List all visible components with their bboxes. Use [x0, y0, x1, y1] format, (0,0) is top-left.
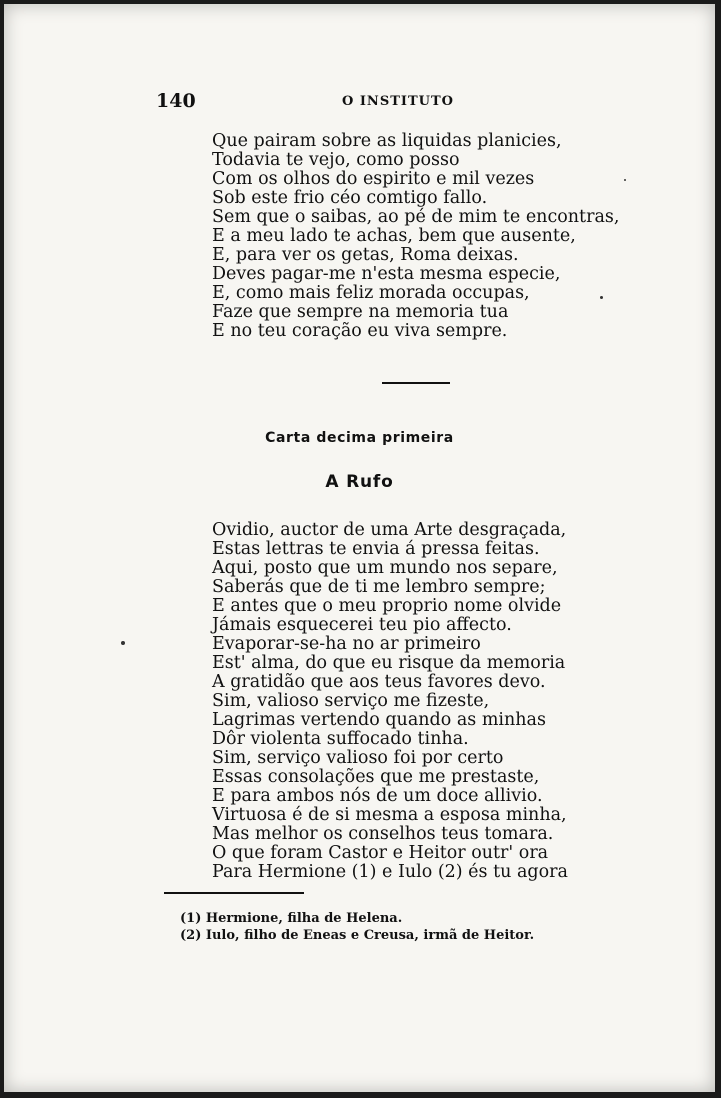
verse-line: O que foram Castor e Heitor outr' ora — [212, 843, 549, 863]
footnotes — [180, 910, 534, 944]
verse-line: Aqui, posto que um mundo nos separe, — [212, 558, 558, 578]
section-divider — [382, 382, 450, 384]
verse-line: E, como mais feliz morada occupas, — [212, 283, 530, 303]
verse-line: Sem que o saibas, ao pé de mim te encontras, — [212, 207, 620, 227]
verse-line: E para ambos nós de um doce allivio. — [212, 786, 543, 806]
running-title: O INSTITUTO — [342, 94, 454, 109]
verse-line: Sob este frio céo comtigo fallo. — [212, 188, 488, 208]
verse-line: E no teu coração eu viva sempre. — [212, 321, 508, 341]
print-speck — [121, 641, 125, 645]
verse-line: Sim, serviço valioso foi por certo — [212, 748, 504, 768]
verse-line: Todavia te vejo, como posso — [212, 150, 460, 170]
section-label: Carta decima primeira — [265, 430, 454, 446]
letter-poem — [212, 521, 568, 882]
verse-line: Jámais esquecerei teu pio affecto. — [212, 615, 512, 635]
verse-line: E, para ver os getas, Roma deixas. — [212, 245, 519, 265]
verse-line: A gratidão que aos teus favores devo. — [212, 672, 546, 692]
verse-line: Estas lettras te envia á pressa feitas. — [212, 539, 540, 559]
verse-line: Mas melhor os conselhos teus tomara. — [212, 824, 554, 844]
footnote-divider — [164, 892, 304, 894]
page-header — [4, 90, 715, 114]
verse-line: Dôr violenta suffocado tinha. — [212, 729, 469, 749]
verse-line: Est' alma, do que eu risque da memoria — [212, 653, 566, 673]
verse-line: Ovidio, auctor de uma Arte desgraçada, — [212, 520, 567, 540]
verse-line: Virtuosa é de si mesma a esposa minha, — [212, 805, 567, 825]
verse-line: Saberás que de ti me lembro sempre; — [212, 577, 546, 597]
verse-line: Essas consolações que me prestaste, — [212, 767, 540, 787]
section-title: A Rufo — [325, 472, 394, 492]
verse-line: Faze que sempre na memoria tua — [212, 302, 509, 322]
verse-line: Evaporar-se-ha no ar primeiro — [212, 634, 481, 654]
verse-line: Que pairam sobre as liquidas planicies, — [212, 131, 562, 151]
verse-line: Lagrimas vertendo quando as minhas — [212, 710, 546, 730]
verse-line: Deves pagar-me n'esta mesma especie, — [212, 264, 561, 284]
book-page — [4, 4, 715, 1092]
print-speck — [624, 179, 626, 181]
print-speck — [600, 296, 603, 299]
poem-continued — [212, 132, 619, 341]
footnote: (2) Iulo, filho de Eneas e Creusa, irmã de Heitor. — [180, 928, 535, 943]
page-number: 140 — [156, 90, 196, 112]
verse-line: E antes que o meu proprio nome olvide — [212, 596, 562, 616]
footnote: (1) Hermione, filha de Helena. — [180, 911, 403, 926]
verse-line: E a meu lado te achas, bem que ausente, — [212, 226, 576, 246]
verse-line: Com os olhos do espirito e mil vezes — [212, 169, 535, 189]
verse-line: Sim, valioso serviço me fizeste, — [212, 691, 490, 711]
verse-line: Para Hermione (1) e Iulo (2) és tu agora — [212, 862, 568, 882]
